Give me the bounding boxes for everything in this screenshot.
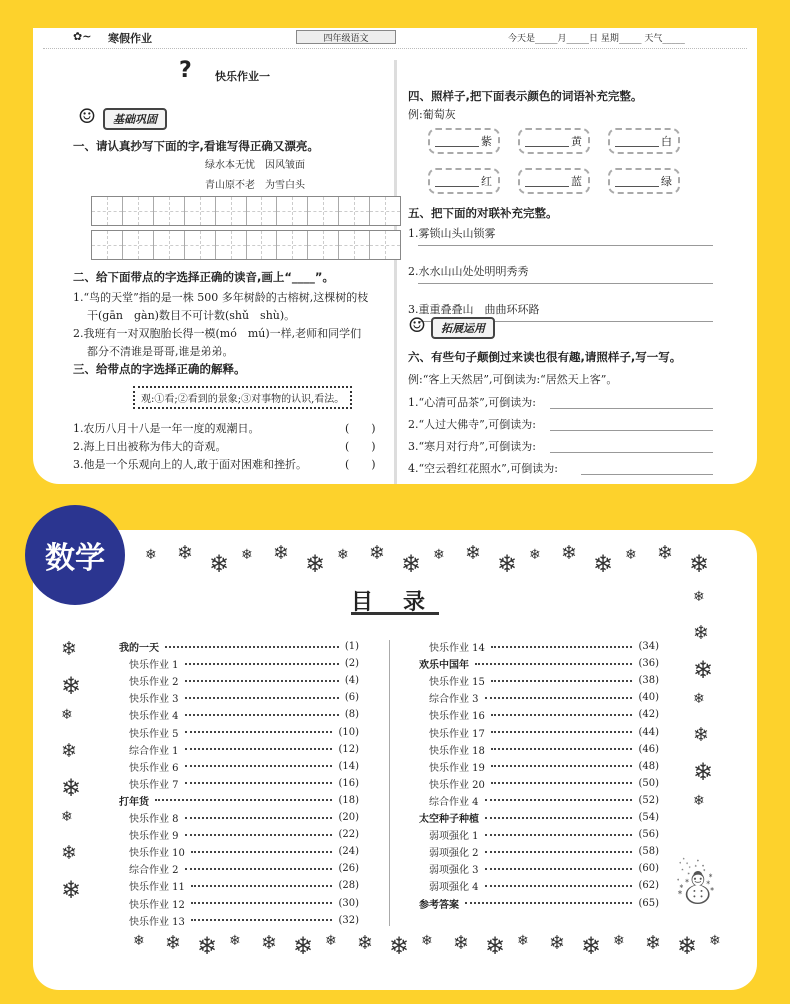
toc-entry[interactable] [129, 843, 359, 860]
today-label: 今天是 [508, 34, 536, 44]
toc-page: (26) [338, 863, 359, 875]
reverse-item: 4.“空云碧红花照水”,可倒读为: [408, 462, 558, 475]
toc-divider [389, 640, 390, 926]
toc-label: 我的一天 [119, 643, 159, 654]
table-of-contents-preview [33, 530, 757, 990]
toc-entry[interactable] [129, 724, 359, 741]
leader-dots [185, 697, 339, 699]
leader-dots [185, 868, 333, 870]
leader-dots [185, 748, 333, 750]
q4-example: 例:葡萄灰 [408, 108, 456, 121]
leader-dots [185, 731, 333, 733]
toc-entry[interactable] [129, 809, 359, 826]
snowflake-icon: ❄ [693, 622, 709, 644]
kid-mascot-icon: ☺ [408, 313, 426, 337]
couplet-item: 1.雾锁山头山锁雾 [408, 227, 496, 240]
leader-dots [485, 697, 633, 699]
toc-page: (32) [338, 914, 359, 926]
snowflake-icon: ❄ [61, 876, 82, 904]
color-char: 紫 [481, 135, 492, 148]
toc-label: 快乐作业 2 [129, 677, 179, 689]
toc-label: 快乐作业 13 [129, 916, 185, 928]
color-word-box[interactable] [608, 168, 680, 194]
snowflake-icon: ❄ [693, 724, 709, 746]
toc-page: (34) [638, 641, 659, 652]
q6-heading: 六、有些句子颠倒过来读也很有趣,请照样子,写一写。 [408, 350, 682, 364]
toc-page: (56) [638, 829, 659, 841]
snowflake-icon: ❄ [613, 933, 625, 949]
toc-page: (62) [638, 880, 659, 892]
toc-page: (36) [638, 658, 659, 670]
toc-entry[interactable] [429, 877, 659, 894]
leader-dots [491, 782, 633, 784]
q5-heading: 五、把下面的对联补充完整。 [408, 206, 558, 220]
leader-dots [185, 782, 333, 784]
toc-label: 快乐作业 5 [129, 728, 179, 740]
snowflake-icon: ❄ [561, 542, 577, 564]
page-divider [394, 60, 397, 484]
leader-dots [491, 765, 633, 767]
snowflake-icon: ❄ [61, 774, 82, 802]
answer-paren[interactable]: ( ) [345, 422, 376, 435]
toc-entry[interactable] [419, 655, 659, 672]
toc-page: (30) [338, 897, 359, 909]
couplet-item: 3.重重叠叠山 曲曲环环路 [408, 303, 540, 316]
snowman-icon: ☃ [673, 858, 718, 916]
toc-entry[interactable] [129, 655, 359, 672]
subject-badge: 数学 [25, 505, 125, 605]
toc-entry[interactable] [429, 638, 659, 655]
toc-entry[interactable] [129, 826, 359, 843]
q3-definition-box: 观:①看;②看到的景象;③对事物的认识,看法。 [133, 386, 352, 409]
color-word-box[interactable] [518, 128, 590, 154]
toc-label: 快乐作业 10 [129, 848, 185, 860]
toc-page: (1) [344, 641, 359, 652]
answer-paren[interactable]: ( ) [345, 440, 376, 453]
toc-label: 参考答案 [419, 899, 459, 911]
snowflake-icon: ❄ [709, 933, 721, 949]
toc-page: (20) [338, 812, 359, 823]
toc-entry[interactable] [119, 638, 359, 655]
toc-entry[interactable] [429, 758, 659, 775]
snowflake-icon: ❄ [389, 932, 410, 960]
toc-page: (22) [338, 829, 359, 841]
toc-label: 快乐作业 20 [429, 779, 485, 791]
snowflake-icon: ❄ [305, 550, 326, 578]
snowflake-icon: ❄ [273, 542, 289, 564]
reverse-item: 1.“心清可品茶”,可倒读为: [408, 396, 536, 409]
snowflake-icon: ❄ [357, 932, 373, 954]
toc-title: 目 录 [351, 590, 430, 615]
snowflake-icon: ❄ [241, 547, 253, 563]
leader-dots [485, 885, 633, 887]
toc-label: 快乐作业 3 [129, 694, 179, 706]
toc-entry[interactable] [429, 724, 659, 741]
header-divider [43, 48, 747, 49]
leader-dots [491, 748, 633, 750]
snowflake-icon: ❄ [61, 740, 77, 762]
toc-entry[interactable] [129, 860, 359, 877]
snowflake-icon: ❄ [325, 933, 337, 949]
toc-label: 弱项强化 4 [429, 882, 479, 894]
toc-entry[interactable] [129, 775, 359, 792]
q2-item-1a: 1.“鸟的天堂”指的是一株 500 多年树龄的古榕树,这棵树的枝 [73, 291, 369, 304]
leader-dots [491, 646, 633, 648]
q3-item: 3.他是一个乐观向上的人,敢于面对困难和挫折。 [73, 458, 307, 471]
snowflake-icon: ❄ [593, 550, 614, 578]
toc-entry[interactable] [129, 912, 359, 929]
toc-page: (42) [638, 709, 659, 721]
leader-dots [465, 902, 632, 904]
snowflake-icon: ❄ [229, 933, 241, 949]
snowflake-icon: ❄ [61, 672, 82, 700]
leader-dots [485, 851, 633, 853]
snowflake-icon: ❄ [453, 932, 469, 954]
leader-dots [185, 663, 339, 665]
toc-label: 快乐作业 1 [129, 660, 179, 672]
snowflake-icon: ❄ [581, 932, 602, 960]
answer-paren[interactable]: ( ) [345, 458, 376, 471]
header-date-fields: 今天是_____月_____日 星期_____ 天气_____ [508, 34, 685, 44]
toc-label: 综合作业 3 [429, 694, 479, 706]
leader-dots [185, 834, 333, 836]
toc-page: (6) [344, 692, 359, 704]
toc-entry[interactable] [129, 741, 359, 758]
color-char: 红 [481, 175, 492, 188]
toc-entry[interactable] [429, 672, 659, 689]
blank-line [435, 135, 479, 147]
weather-label: 天气 [644, 34, 663, 44]
lesson-title: 快乐作业一 [215, 70, 270, 83]
toc-page: (65) [638, 897, 659, 909]
color-word-box[interactable] [518, 168, 590, 194]
color-word-box[interactable] [428, 128, 500, 154]
toc-entry[interactable] [429, 706, 659, 723]
toc-page: (52) [638, 794, 659, 806]
snowflake-icon: ❄ [689, 550, 710, 578]
toc-page: (4) [344, 675, 359, 687]
snowflake-icon: ❄ [61, 842, 77, 864]
snowflake-icon: ❄ [61, 707, 73, 723]
toc-page: (44) [638, 726, 659, 738]
workbook-page-preview [33, 28, 757, 484]
snowflake-icon: ❄ [337, 547, 349, 563]
snowflake-icon: ❄ [177, 542, 193, 564]
toc-label: 综合作业 1 [129, 745, 179, 757]
color-char: 蓝 [571, 175, 582, 188]
toc-label: 快乐作业 9 [129, 831, 179, 843]
toc-entry[interactable] [119, 792, 359, 809]
header-grade-tag: 四年级语文 [296, 30, 396, 44]
snowflake-icon: ❄ [693, 691, 705, 707]
color-char: 白 [661, 135, 672, 148]
leader-dots [185, 714, 339, 716]
q3-heading: 三、给带点的字选择正确的解释。 [73, 362, 246, 376]
toc-label: 弱项强化 3 [429, 865, 479, 877]
q2-item-1b: 干(gān gàn)数目不可计数(shǔ shù)。 [87, 309, 296, 322]
snowflake-icon: ❄ [293, 932, 314, 960]
toc-entry[interactable] [129, 877, 359, 894]
toc-entry[interactable] [129, 758, 359, 775]
poem-line-1: 绿水本无忧 因风皱面 [205, 160, 305, 171]
toc-page: (8) [344, 709, 359, 721]
toc-page: (16) [338, 777, 359, 789]
color-char: 黄 [571, 135, 582, 148]
toc-label: 综合作业 2 [129, 865, 179, 877]
blank-line [615, 135, 659, 147]
snowflake-icon: ❄ [693, 758, 714, 786]
snowflake-icon: ❄ [261, 932, 277, 954]
leader-dots [165, 646, 339, 648]
toc-page: (40) [638, 692, 659, 704]
toc-page: (46) [638, 743, 659, 755]
section-basic-banner: 基础巩固 [103, 108, 167, 130]
leader-dots [185, 765, 333, 767]
leader-dots [475, 663, 632, 665]
toc-label: 快乐作业 16 [429, 711, 485, 723]
reverse-item: 2.“人过大佛寺”,可倒读为: [408, 418, 536, 431]
snowflake-icon: ❄ [693, 589, 705, 605]
toc-entry[interactable] [429, 860, 659, 877]
toc-page: (18) [338, 794, 359, 806]
header-logo-icon: ✿~ [73, 30, 92, 43]
blank-line [525, 135, 569, 147]
q2-item-2b: 都分不清谁是哥哥,谁是弟弟。 [87, 345, 234, 358]
leader-dots [485, 868, 633, 870]
q4-heading: 四、照样子,把下面表示颜色的词语补充完整。 [408, 89, 643, 103]
reverse-item: 3.“寒月对行舟”,可倒读为: [408, 440, 536, 453]
toc-page: (60) [638, 863, 659, 875]
answer-line[interactable] [550, 430, 713, 431]
leader-dots [191, 902, 333, 904]
toc-entry[interactable] [129, 672, 359, 689]
toc-entry[interactable] [419, 895, 659, 912]
snowflake-icon: ❄ [549, 932, 565, 954]
toc-label: 快乐作业 8 [129, 814, 179, 825]
toc-page: (48) [638, 760, 659, 772]
toc-page: (24) [338, 846, 359, 858]
toc-label: 弱项强化 1 [429, 831, 479, 843]
month-label: 月 [557, 34, 567, 44]
writing-grid-row-2[interactable] [91, 230, 401, 260]
blank-line [615, 175, 659, 187]
snowflake-icon: ❄ [197, 932, 218, 960]
leader-dots [185, 817, 333, 819]
day-label: 日 [589, 34, 599, 44]
q6-example: 例:“客上天然居”,可倒读为:“居然天上客”。 [408, 373, 618, 386]
toc-label: 综合作业 4 [429, 796, 479, 808]
snowflake-icon: ❄ [165, 932, 181, 954]
leader-dots [491, 680, 633, 682]
kid-mascot-icon: ☺ [78, 104, 96, 128]
toc-page: (50) [638, 777, 659, 789]
snowflake-icon: ❄ [693, 656, 714, 684]
color-word-box[interactable] [428, 168, 500, 194]
snowflake-icon: ❄ [625, 547, 637, 563]
toc-page: (54) [638, 812, 659, 823]
toc-entry[interactable] [429, 792, 659, 809]
color-word-box[interactable] [608, 128, 680, 154]
snowflake-icon: ❄ [677, 932, 698, 960]
q2-heading: 二、给下面带点的字选择正确的读音,画上“____”。 [73, 270, 334, 284]
toc-entry[interactable] [429, 775, 659, 792]
toc-entry[interactable] [429, 741, 659, 758]
header-title: 寒假作业 [108, 32, 152, 45]
toc-label: 快乐作业 17 [429, 728, 485, 740]
snowflake-icon: ❄ [517, 933, 529, 949]
answer-line[interactable] [550, 408, 713, 409]
snowflake-icon: ❄ [145, 547, 157, 563]
snowflake-icon: ❄ [529, 547, 541, 563]
toc-entry[interactable] [129, 895, 359, 912]
color-char: 绿 [661, 175, 672, 188]
snowflake-icon: ❄ [61, 638, 77, 660]
snowflake-icon: ❄ [693, 793, 705, 809]
leader-dots [491, 731, 633, 733]
toc-label: 快乐作业 11 [129, 882, 185, 894]
leader-dots [191, 919, 333, 921]
toc-entry[interactable] [429, 689, 659, 706]
toc-label: 快乐作业 18 [429, 745, 485, 757]
toc-entry[interactable] [419, 809, 659, 826]
snowflake-icon: ❄ [401, 550, 422, 578]
toc-entry[interactable] [129, 706, 359, 723]
toc-label: 欢乐中国年 [419, 660, 469, 672]
answer-line[interactable] [418, 245, 713, 246]
snowflake-icon: ❄ [133, 933, 145, 949]
q3-item: 1.农历八月十八是一年一度的观潮日。 [73, 422, 260, 435]
poem-line-2: 青山原不老 为雪白头 [205, 180, 305, 191]
leader-dots [191, 851, 333, 853]
toc-entry[interactable] [129, 689, 359, 706]
toc-label: 快乐作业 4 [129, 711, 179, 723]
toc-page: (28) [338, 880, 359, 892]
toc-page: (12) [338, 743, 359, 755]
writing-grid-row-1[interactable] [91, 196, 401, 226]
toc-label: 太空种子种植 [419, 814, 479, 825]
q1-heading: 一、请认真抄写下面的字,看谁写得正确又漂亮。 [73, 139, 319, 153]
leader-dots [185, 680, 339, 682]
leader-dots [485, 834, 633, 836]
q3-item: 2.海上日出被称为伟大的奇观。 [73, 440, 227, 453]
snowflake-icon: ❄ [485, 932, 506, 960]
toc-page: (58) [638, 846, 659, 858]
snowflake-icon: ❄ [369, 542, 385, 564]
toc-label: 快乐作业 7 [129, 779, 179, 791]
leader-dots [191, 885, 333, 887]
leader-dots [491, 714, 633, 716]
blank-line [435, 175, 479, 187]
q2-item-2a: 2.我班有一对双胞胎长得一模(mó mú)一样,老师和同学们 [73, 327, 362, 340]
open-book-icon [351, 612, 439, 615]
toc-label: 打年货 [119, 796, 149, 808]
answer-line[interactable] [550, 452, 713, 453]
toc-page: (38) [638, 675, 659, 687]
snowflake-icon: ❄ [209, 550, 230, 578]
blank-line [525, 175, 569, 187]
toc-label: 快乐作业 6 [129, 762, 179, 774]
snowflake-icon: ❄ [657, 542, 673, 564]
toc-page: (14) [338, 760, 359, 772]
toc-entry[interactable] [429, 826, 659, 843]
snowflake-icon: ❄ [645, 932, 661, 954]
leader-dots [485, 799, 633, 801]
snowflake-icon: ❄ [61, 809, 73, 825]
leader-dots [485, 817, 632, 819]
toc-page: (10) [338, 726, 359, 738]
leader-dots [155, 799, 332, 801]
toc-label: 快乐作业 15 [429, 677, 485, 689]
snowflake-icon: ❄ [421, 933, 433, 949]
section-extend-banner: 拓展运用 [431, 317, 495, 339]
answer-line[interactable] [418, 283, 713, 284]
snowflake-icon: ❄ [497, 550, 518, 578]
toc-entry[interactable] [429, 843, 659, 860]
toc-label: 快乐作业 14 [429, 643, 485, 654]
toc-label: 快乐作业 19 [429, 762, 485, 774]
toc-page: (2) [344, 658, 359, 670]
toc-label: 弱项强化 2 [429, 848, 479, 860]
couplet-item: 2.水水山山处处明明秀秀 [408, 265, 529, 278]
toc-label: 快乐作业 12 [129, 899, 185, 911]
weekday-label: 星期 [600, 34, 619, 44]
snowflake-icon: ❄ [433, 547, 445, 563]
question-book-icon: ? [179, 58, 192, 83]
snowflake-icon: ❄ [465, 542, 481, 564]
answer-line[interactable] [581, 474, 713, 475]
